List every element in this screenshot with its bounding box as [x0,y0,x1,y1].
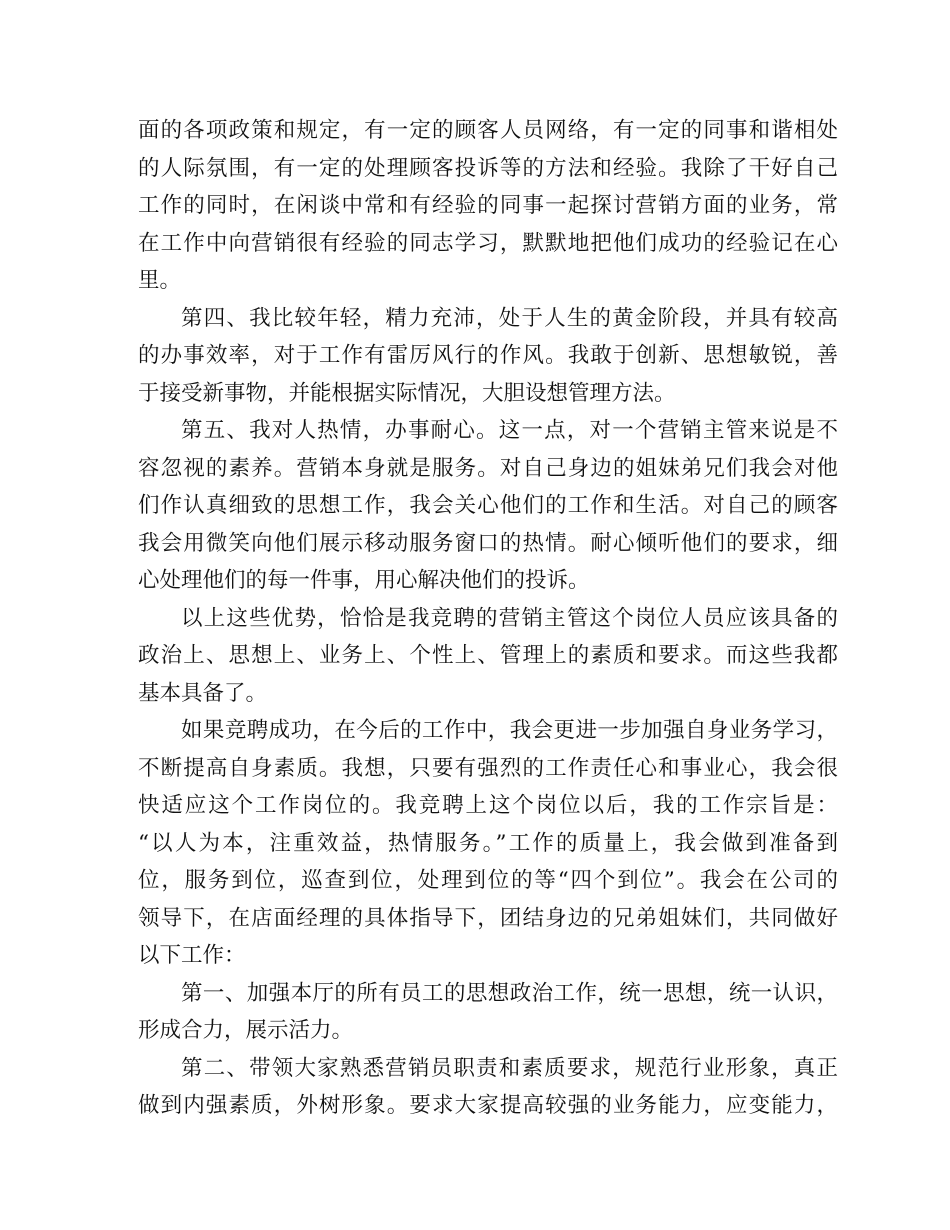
text-line: 以下工作： [138,943,246,968]
text-line: 做到内强素质，外树形象。要求大家提高较强的业务能力，应变能力， [138,1093,838,1118]
text-line: 们作认真细致的思想工作，我会关心他们的工作和生活。对自己的顾客 [138,493,838,518]
text-line: 形成合力，展示活力。 [138,1018,354,1043]
text-line: 于接受新事物，并能根据实际情况，大胆设想管理方法。 [138,380,676,406]
text-line: 第四、我比较年轻，精力充沛，处于人生的黄金阶段，并具有较高 [181,305,838,331]
document-body [138,112,838,1125]
text-line: 的办事效率，对于工作有雷厉风行的作风。我敢于创新、思想敏锐，善 [138,343,838,368]
text-line: 第一、加强本厅的所有员工的思想政治工作，统一思想，统一认识， [181,980,838,1006]
text-line: 容忽视的素养。营销本身就是服务。对自己身边的姐妹弟兄们我会对他 [138,455,838,481]
text-line: 如果竞聘成功，在今后的工作中，我会更进一步加强自身业务学习， [181,718,838,743]
text-line: 在工作中向营销很有经验的同志学习，默默地把他们成功的经验记在心 [138,230,838,256]
text-line: 位，服务到位，巡查到位，处理到位的等“四个到位”。我会在公司的 [138,868,838,893]
text-line: 快适应这个工作岗位的。我竞聘上这个岗位以后，我的工作宗旨是： [138,793,838,818]
text-line: 政治上、思想上、业务上、个性上、管理上的素质和要求。而这些我都 [138,643,838,668]
text-line: 领导下，在店面经理的具体指导下，团结身边的兄弟姐妹们，共同做好 [138,905,838,931]
text-line: 基本具备了。 [138,680,268,706]
text-line: 不断提高自身素质。我想，只要有强烈的工作责任心和事业心，我会很 [138,755,838,781]
text-line: “以人为本，注重效益，热情服务。”工作的质量上，我会做到准备到 [138,830,838,856]
text-line: 我会用微笑向他们展示移动服务窗口的热情。耐心倾听他们的要求，细 [138,530,838,556]
text-line: 心处理他们的每一件事，用心解决他们的投诉。 [138,568,590,593]
text-line: 第二、带领大家熟悉营销员职责和素质要求，规范行业形象，真正 [181,1055,838,1081]
text-line: 第五、我对人热情，办事耐心。这一点，对一个营销主管来说是不 [181,418,838,443]
text-line: 的人际氛围，有一定的处理顾客投诉等的方法和经验。我除了干好自己 [138,155,838,181]
text-line: 面的各项政策和规定，有一定的顾客人员网络，有一定的同事和谐相处 [138,118,838,143]
text-line: 工作的同时，在闲谈中常和有经验的同事一起探讨营销方面的业务，常 [138,193,838,218]
text-line: 里。 [138,268,182,293]
text-line: 以上这些优势，恰恰是我竞聘的营销主管这个岗位人员应该具备的 [181,605,838,631]
